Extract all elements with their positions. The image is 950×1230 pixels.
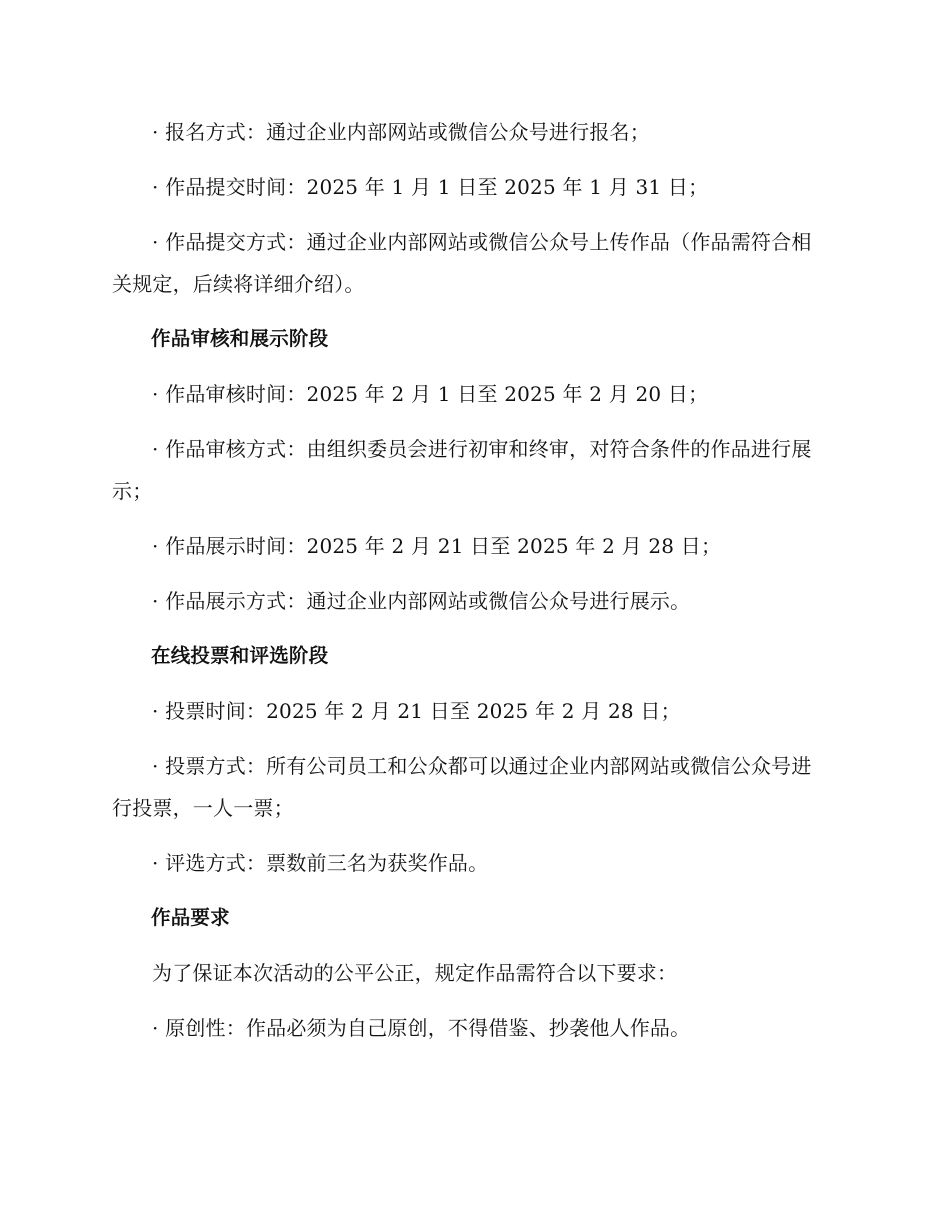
section-heading-review-display: 作品审核和展示阶段	[151, 327, 329, 350]
bullet-display-method: · 作品展示方式：通过企业内部网站或微信公众号进行展示。	[152, 589, 691, 613]
bullet-review-time: · 作品审核时间：2025 年 2 月 1 日至 2025 年 2 月 20 日；	[152, 382, 709, 406]
bullet-submission-method: · 作品提交方式：通过企业内部网站或微信公众号上传作品（作品需符合相关规定，后续将详细介绍）。	[112, 230, 812, 296]
bullet-review-method: · 作品审核方式：由组织委员会进行初审和终审，对符合条件的作品进行展示；	[112, 437, 812, 503]
bullet-registration-method: · 报名方式：通过企业内部网站或微信公众号进行报名；	[152, 120, 650, 144]
bullet-submission-time: · 作品提交时间：2025 年 1 月 1 日至 2025 年 1 月 31 日；	[152, 175, 709, 199]
section-heading-voting: 在线投票和评选阶段	[151, 644, 329, 667]
bullet-selection-method: · 评选方式：票数前三名为获奖作品。	[152, 851, 489, 875]
bullet-voting-method: · 投票方式：所有公司员工和公众都可以通过企业内部网站或微信公众号进行投票，一人一票；	[112, 754, 812, 820]
bullet-display-time: · 作品展示时间：2025 年 2 月 21 日至 2025 年 2 月 28 日；	[152, 534, 722, 558]
bullet-originality: · 原创性：作品必须为自己原创，不得借鉴、抄袭他人作品。	[152, 1016, 691, 1040]
bullet-voting-time: · 投票时间：2025 年 2 月 21 日至 2025 年 2 月 28 日；	[152, 699, 681, 723]
requirements-intro: 为了保证本次活动的公平公正，规定作品需符合以下要求：	[152, 961, 678, 985]
section-heading-requirements: 作品要求	[151, 906, 230, 929]
